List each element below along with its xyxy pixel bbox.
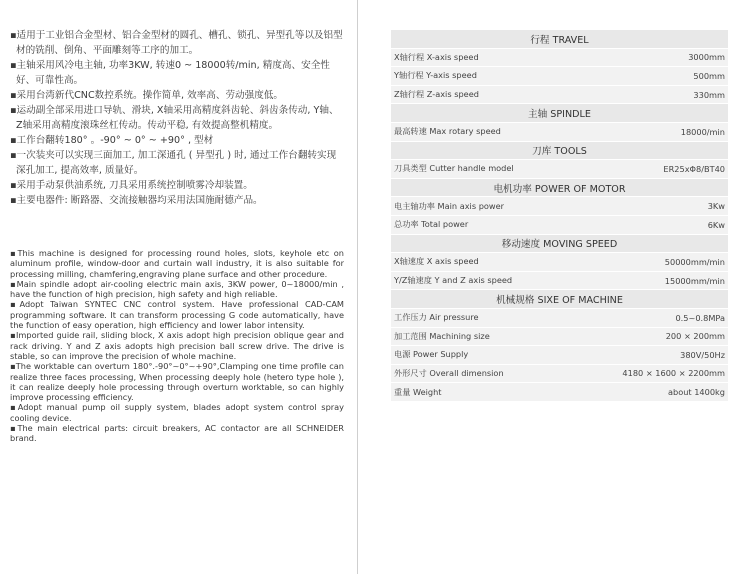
spec-value: 18000/min	[572, 122, 728, 141]
spec-row	[391, 346, 728, 365]
spec-section-title: 机械规格 SIXE OF MACHINE	[391, 290, 728, 309]
feature-cn-item: ▪主要电器件: 断路器、交流接触器均采用法国施耐德产品。	[10, 195, 263, 206]
spec-label: X轴行程 X-axis speed	[391, 48, 572, 67]
spec-row	[391, 383, 728, 402]
spec-label: X轴速度 X axis speed	[391, 253, 572, 272]
spec-section-header	[391, 30, 728, 48]
spec-row	[391, 271, 728, 290]
spec-label: 总功率 Total power	[391, 215, 572, 234]
spec-row	[391, 160, 728, 179]
spec-label: Y轴行程 Y-axis speed	[391, 67, 572, 86]
feature-en-item: ▪This machine is designed for processing round holes, slots, keyhole etc on aluminum profile, window-door and curtain wall industry, it is also suitable for processing milling, chamfering,engraving plane surface and other procedure.	[10, 248, 344, 279]
spec-row	[391, 364, 728, 383]
spec-section-header	[391, 234, 728, 253]
spec-section-title: 刀库 TOOLS	[391, 141, 728, 160]
spec-section-header	[391, 290, 728, 309]
spec-value: 6Kw	[572, 215, 728, 234]
spec-row	[391, 253, 728, 272]
feature-en-item: ▪The worktable can overturn 180°.-90°~0°~+90°,Clamping one time profile can realize three faces processing, When processing deeply hole (hetero type hole ), it can realize deeply hole processing through overturn worktable, so can highly improve processing efficiency.	[10, 361, 344, 403]
spec-label: 工作压力 Air pressure	[391, 308, 572, 327]
spec-section-title: 主轴 SPINDLE	[391, 104, 728, 123]
spec-value: 500mm	[572, 67, 728, 86]
spec-section-title: 行程 TRAVEL	[391, 30, 728, 48]
spec-row	[391, 215, 728, 234]
spec-label: 外形尺寸 Overall dimension	[391, 364, 572, 383]
spec-label: 最高转速 Max rotary speed	[391, 122, 572, 141]
spec-value: 200 × 200mm	[572, 327, 728, 346]
spec-label: 加工范围 Machining size	[391, 327, 572, 346]
spec-value: 0.5~0.8MPa	[572, 308, 728, 327]
spec-label: 刀具类型 Cutter handle model	[391, 160, 572, 179]
spec-label: 重量 Weight	[391, 383, 572, 402]
spec-label: 电主轴功率 Main axis power	[391, 197, 572, 216]
spec-value: 3Kw	[572, 197, 728, 216]
spec-value: 50000mm/min	[572, 253, 728, 272]
spec-label: Z轴行程 Z-axis speed	[391, 85, 572, 104]
spec-table	[391, 30, 728, 402]
spec-value: 3000mm	[572, 48, 728, 67]
spec-value: 4180 × 1600 × 2200mm	[572, 364, 728, 383]
spec-section-header	[391, 141, 728, 160]
feature-en-item: ▪Main spindle adopt air-cooling electric main axis, 3KW power, 0~18000/min , have the function of high precision, high safety and high reliable.	[10, 278, 344, 300]
feature-cn-item: ▪适用于工业铝合金型材、铝合金型材的圆孔、槽孔、锁孔、异型孔等以及铝型材的铣削、倒角、平面雕刻等工序的加工。	[10, 30, 343, 56]
spec-label: 电源 Power Supply	[391, 346, 572, 365]
spec-section-title: 电机功率 POWER OF MOTOR	[391, 178, 728, 197]
feature-descriptions	[10, 28, 344, 444]
spec-value: 15000mm/min	[572, 271, 728, 290]
feature-en-item: ▪The main electrical parts: circuit breakers, AC contactor are all SCHNEIDER brand.	[10, 423, 344, 444]
spec-section-title: 移动速度 MOVING SPEED	[391, 234, 728, 253]
feature-cn-item: ▪一次装夹可以实现三面加工, 加工深通孔 ( 异型孔 ) 时, 通过工作台翻转实现深孔加工, 提高效率, 质量好。	[10, 150, 337, 176]
feature-cn-item: ▪采用手动泵供油系统, 刀具采用系统控制喷雾冷却装置。	[10, 180, 253, 191]
spec-value: 380V/50Hz	[572, 346, 728, 365]
column-divider	[357, 0, 358, 574]
spec-row	[391, 308, 728, 327]
spec-row	[391, 122, 728, 141]
feature-en-item: ▪Adopt manual pump oil supply system, blades adopt system control spray cooling device.	[10, 402, 344, 423]
spec-table-body	[391, 30, 728, 401]
spec-label: Y/Z轴速度 Y and Z axis speed	[391, 271, 572, 290]
features-chinese	[10, 28, 344, 208]
spec-section-header	[391, 104, 728, 123]
features-english	[10, 248, 344, 444]
spec-row	[391, 67, 728, 86]
spec-row	[391, 48, 728, 67]
spec-value: about 1400kg	[572, 383, 728, 402]
spec-row	[391, 85, 728, 104]
spec-row	[391, 197, 728, 216]
feature-cn-item: ▪工作台翻转180° 。-90° ~ 0° ~ +90° , 型材	[10, 135, 214, 146]
feature-en-item: ▪Imported guide rail, sliding block, X axis adopt high precision oblique gear and rack driving. Y and Z axis adopts high precision ball screw drive. The drive is stable, so can improve the precision of whole machine.	[10, 330, 344, 361]
feature-cn-item: ▪主轴采用风冷电主轴, 功率3KW, 转速0 ~ 18000转/min, 精度高、安全性好、可靠性高。	[10, 60, 330, 86]
spec-value: 330mm	[572, 85, 728, 104]
spec-value: ER25xΦ8/BT40	[572, 160, 728, 179]
feature-en-item: ▪Adopt Taiwan SYNTEC CNC control system. Have professional CAD-CAM programming software. It can transform processing G code automatically, have the function of easy operation, high efficiency and lower labor intensity.	[10, 299, 344, 331]
spec-section-header	[391, 178, 728, 197]
feature-cn-item: ▪运动副全部采用进口导轨、滑块, X轴采用高精度斜齿轮、斜齿条传动, Y轴、Z轴采用高精度滚珠丝杠传动。传动平稳, 有效提高整机精度。	[10, 105, 339, 131]
feature-cn-item: ▪采用台湾新代CNC数控系统。操作简单, 效率高、劳动强度低。	[10, 90, 284, 101]
spec-row	[391, 327, 728, 346]
